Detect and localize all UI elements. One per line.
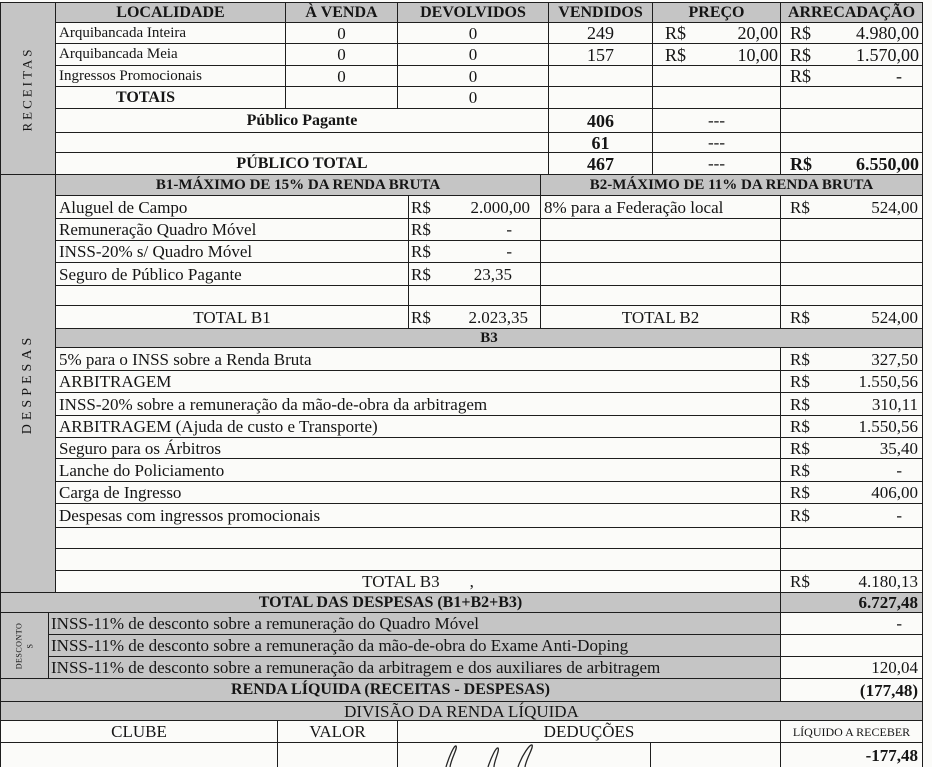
- b2-description: 8% para a Federação local: [541, 196, 781, 219]
- empty-cell: [781, 219, 923, 241]
- empty-cell: [541, 219, 781, 241]
- header-localidade: LOCALIDADE: [56, 3, 286, 23]
- desconto-row: [1, 657, 923, 679]
- receitas-table: [55, 2, 923, 175]
- publico-pagante-row: [56, 109, 923, 133]
- receitas-side-label: [0, 2, 56, 175]
- b3-description: Despesas com ingressos promocionais: [56, 504, 781, 528]
- vendidos-cell: [549, 66, 653, 87]
- currency-label: R$: [665, 44, 687, 65]
- arrecadacao-total-cell: [781, 153, 923, 175]
- total-b2-label: TOTAL B2: [541, 306, 781, 329]
- header-preco: PREÇO: [653, 3, 781, 23]
- header-liquido: LÍQUIDO A RECEBER: [781, 721, 923, 743]
- currency-label: R$: [411, 197, 431, 217]
- despesas-table: [55, 174, 923, 593]
- receita-row: [56, 23, 923, 44]
- b1-b2-header-row: [56, 175, 923, 196]
- despesa-row: [56, 348, 923, 371]
- descontos-label-line2: S: [25, 643, 35, 648]
- total-b1-label: TOTAL B1: [56, 306, 409, 329]
- currency-label: R$: [411, 220, 431, 239]
- devolvidos-cell: 0: [398, 23, 549, 44]
- total-b3-label: TOTAL B3: [362, 572, 440, 591]
- b2-value-cell: [781, 196, 923, 219]
- b3-description: ARBITRAGEM (Ajuda de custo e Transporte): [56, 416, 781, 438]
- despesa-row: [56, 504, 923, 528]
- despesas-label: DESPESAS: [20, 333, 35, 434]
- empty-cell: [781, 286, 923, 306]
- empty-cell: [541, 286, 781, 306]
- publico-extra-value: 61: [549, 133, 653, 153]
- amount-value: 524,00: [871, 307, 919, 327]
- b3-description: Seguro para os Árbitros: [56, 438, 781, 459]
- total-b1-b2-row: [56, 306, 923, 329]
- b3-description: ARBITRAGEM: [56, 371, 781, 393]
- despesa-row: [56, 393, 923, 416]
- b3-description: Carga de Ingresso: [56, 482, 781, 504]
- renda-liquida-label: RENDA LÍQUIDA (RECEITAS - DESPESAS): [1, 679, 781, 702]
- currency-label: R$: [790, 506, 810, 525]
- b1-value-cell: [409, 219, 541, 241]
- amount-value: 10,00: [737, 44, 778, 65]
- b3-value-cell: [781, 371, 923, 393]
- b3-description: 5% para o INSS sobre a Renda Bruta: [56, 348, 781, 371]
- amount-value: -: [896, 66, 902, 86]
- desconto-value: [781, 635, 923, 657]
- desconto-row: [1, 613, 923, 635]
- empty-cell: [653, 87, 781, 109]
- preco-cell: [653, 66, 781, 87]
- despesa-row: [56, 219, 923, 241]
- preco-cell: [653, 44, 781, 66]
- currency-label: R$: [790, 460, 810, 480]
- currency-label: R$: [665, 23, 687, 43]
- desconto-value: -: [781, 613, 923, 635]
- empty-row: [56, 549, 923, 571]
- header-valor: VALOR: [278, 721, 398, 743]
- totais-row: [56, 87, 923, 109]
- total-b2-value-cell: [781, 306, 923, 329]
- b3-value-cell: [781, 393, 923, 416]
- liquido-a-receber-value: -177,48: [781, 743, 923, 767]
- arrecadacao-cell: [781, 44, 923, 66]
- localidade-cell: Ingressos Promocionais: [56, 66, 286, 87]
- header-vendidos: VENDIDOS: [549, 3, 653, 23]
- totais-label: TOTAIS: [56, 87, 286, 109]
- amount-value: -: [506, 242, 512, 261]
- publico-total-label: PÚBLICO TOTAL: [56, 153, 549, 175]
- b1-value-cell: [409, 241, 541, 263]
- divisao-header-row: [1, 702, 923, 721]
- total-b3-row: [56, 571, 923, 593]
- total-b1-value-cell: [409, 306, 541, 329]
- total-b3-value-cell: [781, 571, 923, 593]
- arrecadacao-cell: [781, 66, 923, 87]
- publico-extra-row: [56, 133, 923, 153]
- despesa-row: [56, 482, 923, 504]
- currency-label: R$: [790, 307, 810, 327]
- a-venda-cell: 0: [286, 44, 398, 66]
- currency-label: R$: [790, 66, 812, 86]
- empty-cell: [56, 549, 781, 571]
- b1-value-cell: [409, 263, 541, 286]
- empty-cell: [56, 528, 781, 549]
- divisao-title: DIVISÃO DA RENDA LÍQUIDA: [1, 702, 923, 721]
- despesas-side-label: [0, 174, 56, 593]
- b3-description: INSS-20% sobre a remuneração da mão-de-obra da arbitragem: [56, 393, 781, 416]
- currency-label: R$: [790, 572, 810, 591]
- devolvidos-cell: 0: [398, 44, 549, 66]
- despesa-row: [56, 371, 923, 393]
- b3-value-cell: [781, 482, 923, 504]
- amount-value: -: [896, 460, 903, 480]
- empty-cell: [409, 286, 541, 306]
- currency-label: R$: [790, 197, 810, 217]
- empty-cell: [781, 109, 923, 133]
- localidade-cell: Arquibancada Meia: [56, 44, 286, 66]
- localidade-cell: Arquibancada Inteira: [56, 23, 286, 44]
- total-b3-label-cell: [56, 571, 781, 593]
- empty-cell: [56, 133, 549, 153]
- amount-value: 2.023,35: [468, 307, 528, 327]
- divisao-table: [0, 720, 923, 767]
- publico-pagante-preco: ---: [653, 109, 781, 133]
- empty-cell: [781, 528, 923, 549]
- publico-pagante-label: Público Pagante: [56, 109, 549, 133]
- empty-cell: [781, 87, 923, 109]
- b1-description: Seguro de Público Pagante: [56, 263, 409, 286]
- despesa-row: [56, 241, 923, 263]
- despesa-row: [56, 416, 923, 438]
- totais-descontos-table: [0, 592, 923, 721]
- currency-label: R$: [790, 44, 812, 65]
- desconto-value: 120,04: [781, 657, 923, 679]
- preco-cell: [653, 23, 781, 44]
- b3-value-cell: [781, 416, 923, 438]
- empty-cell: [56, 286, 409, 306]
- clube-cell: [1, 743, 278, 767]
- receitas-header-row: [56, 3, 923, 23]
- empty-cell: [781, 549, 923, 571]
- currency-label: R$: [790, 349, 810, 369]
- currency-label: R$: [411, 264, 431, 284]
- currency-label: R$: [790, 483, 810, 502]
- renda-liquida-row: [1, 679, 923, 702]
- descontos-label-line1: DESCONTO: [14, 622, 24, 669]
- total-b3-mark: ,: [469, 572, 474, 591]
- despesa-row: [56, 438, 923, 459]
- total-despesas-value: 6.727,48: [781, 593, 923, 613]
- empty-cell: [541, 263, 781, 286]
- empty-row: [56, 528, 923, 549]
- amount-value: 35,40: [879, 438, 919, 458]
- renda-liquida-value: (177,48): [781, 679, 923, 702]
- empty-row: [56, 286, 923, 306]
- b1-description: Aluguel de Campo: [56, 196, 409, 219]
- b1-description: Remuneração Quadro Móvel: [56, 219, 409, 241]
- amount-value: 1.550,56: [858, 417, 919, 436]
- header-devolvidos: DEVOLVIDOS: [398, 3, 549, 23]
- amount-value: 524,00: [871, 197, 919, 217]
- desconto-description: INSS-11% de desconto sobre a remuneração da mão-de-obra do Exame Anti-Doping: [49, 635, 781, 657]
- b3-value-cell: [781, 348, 923, 371]
- b1-value-cell: [409, 196, 541, 219]
- amount-value: 4.180,13: [858, 572, 919, 591]
- despesa-row: [56, 459, 923, 482]
- empty-cell: [781, 241, 923, 263]
- currency-label: R$: [411, 242, 431, 261]
- publico-total-row: [56, 153, 923, 175]
- amount-value: 327,50: [871, 349, 919, 369]
- amount-value: 2.000,00: [470, 197, 530, 217]
- b3-value-cell: [781, 504, 923, 528]
- amount-value: 20,00: [737, 23, 778, 43]
- divisao-columns-row: [1, 721, 923, 743]
- desconto-row: [1, 635, 923, 657]
- vendidos-cell: 249: [549, 23, 653, 44]
- divisao-data-row: [1, 743, 923, 767]
- b2-header: B2-MÁXIMO DE 11% DA RENDA BRUTA: [541, 175, 923, 196]
- amount-value: 310,11: [871, 394, 919, 414]
- currency-label: R$: [790, 372, 810, 391]
- total-despesas-row: [1, 593, 923, 613]
- desconto-description: INSS-11% de desconto sobre a remuneração da arbitragem e dos auxiliares de arbitragem: [49, 657, 781, 679]
- currency-label: R$: [411, 307, 431, 327]
- desconto-description: INSS-11% de desconto sobre a remuneração do Quadro Móvel: [49, 613, 781, 635]
- b3-value-cell: [781, 459, 923, 482]
- amount-value: 23,35: [473, 264, 512, 284]
- publico-total-preco: ---: [653, 153, 781, 175]
- amount-value: 4.980,00: [856, 23, 919, 43]
- descontos-side-label: [1, 613, 49, 679]
- currency-label: R$: [790, 438, 810, 458]
- despesa-row: [56, 196, 923, 219]
- header-clube: CLUBE: [1, 721, 278, 743]
- totais-devolvidos: 0: [398, 87, 549, 109]
- empty-cell: [781, 263, 923, 286]
- deducoes-cell: [398, 743, 651, 767]
- b1-header: B1-MÁXIMO DE 15% DA RENDA BRUTA: [56, 175, 541, 196]
- currency-label: R$: [790, 153, 812, 174]
- currency-label: R$: [790, 394, 810, 414]
- amount-value: 406,00: [871, 483, 919, 502]
- vendidos-cell: 157: [549, 44, 653, 66]
- header-arrecadacao: ARRECADAÇÃO: [781, 3, 923, 23]
- header-deducoes: DEDUÇÕES: [398, 721, 781, 743]
- publico-total-value: 467: [549, 153, 653, 175]
- currency-label: R$: [790, 417, 810, 436]
- empty-cell: [781, 133, 923, 153]
- receita-row: [56, 44, 923, 66]
- b3-header: B3: [56, 329, 923, 348]
- b3-header-row: [56, 329, 923, 348]
- total-despesas-label: TOTAL DAS DESPESAS (B1+B2+B3): [1, 593, 781, 613]
- receitas-label: RECEITAS: [20, 45, 36, 132]
- empty-cell: [286, 87, 398, 109]
- devolvidos-cell: 0: [398, 66, 549, 87]
- amount-value: 1.550,56: [858, 372, 919, 391]
- empty-cell: [549, 87, 653, 109]
- a-venda-cell: 0: [286, 66, 398, 87]
- signature-mark: [436, 743, 576, 767]
- amount-value: -: [896, 506, 903, 525]
- arrecadacao-cell: [781, 23, 923, 44]
- publico-extra-preco: ---: [653, 133, 781, 153]
- currency-label: R$: [790, 23, 812, 43]
- empty-cell: [541, 241, 781, 263]
- despesa-row: [56, 263, 923, 286]
- amount-value: 1.570,00: [856, 44, 919, 65]
- valor-cell: [278, 743, 398, 767]
- b3-description: Lanche do Policiamento: [56, 459, 781, 482]
- header-a-venda: À VENDA: [286, 3, 398, 23]
- b1-description: INSS-20% s/ Quadro Móvel: [56, 241, 409, 263]
- a-venda-cell: 0: [286, 23, 398, 44]
- publico-pagante-value: 406: [549, 109, 653, 133]
- amount-value: 6.550,00: [856, 153, 919, 174]
- receita-row: [56, 66, 923, 87]
- b3-value-cell: [781, 438, 923, 459]
- amount-value: -: [506, 220, 512, 239]
- empty-cell: [651, 743, 781, 767]
